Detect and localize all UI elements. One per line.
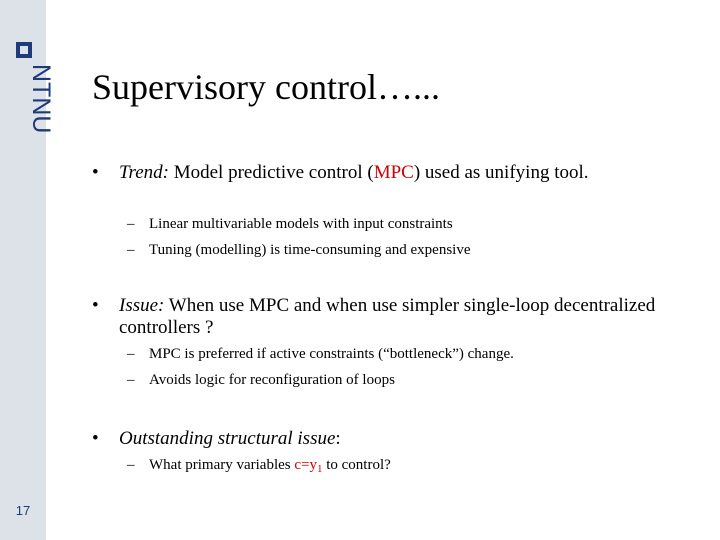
bullet-issue: • Issue: When use MPC and when use simpler single-loop decentralized controllers ? [92,295,656,338]
svg-text:NTNU: NTNU [27,64,55,134]
bullet-marker: • [92,295,99,316]
bullet-lead: Outstanding structural issue [119,428,336,449]
bullet-lead: Issue: [119,295,165,316]
bullet-structural: • Outstanding structural issue: [92,428,341,449]
variable-highlight: $c=y_1$ [294,457,323,475]
bullet-marker: • [92,428,99,449]
mpc-highlight: MPC [373,162,414,183]
page-number: 17 [15,503,31,518]
sidebar [0,0,55,540]
bullet-marker: • [92,162,99,183]
ntnu-logo [8,40,55,170]
bullet-lead: Trend: [119,162,169,183]
sub-bullet: – Tuning (modelling) is time-consuming and expensive [127,242,471,258]
sub-bullet: – MPC is preferred if active constraints (“bottleneck”) change. [127,346,514,362]
bullet-trend: • Trend: Model predictive control (MPC) used as unifying tool. [92,162,589,183]
sub-bullet: – What primary variables $c=y_1$ to control? [127,457,391,475]
slide-title: Supervisory control…... [92,67,440,107]
sub-bullet: – Linear multivariable models with input constraints [127,216,453,232]
sub-bullet: – Avoids logic for reconfiguration of loops [127,372,395,388]
